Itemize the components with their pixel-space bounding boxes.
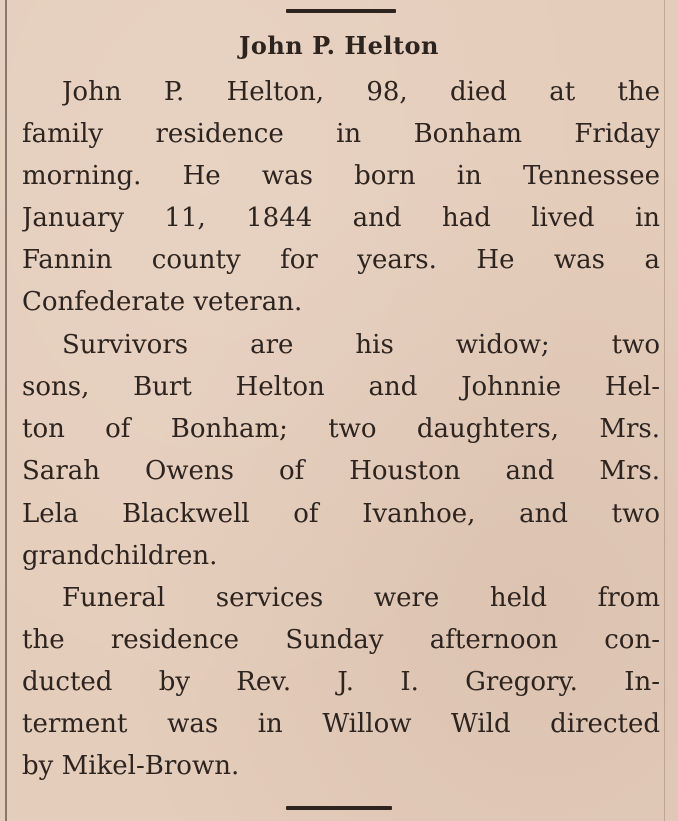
paragraph-2-line-1: Survivors are his widow; two [62,330,660,360]
paragraph-1-line-1: John P. Helton, 98, died at the [62,77,660,107]
paragraph-3-line-3: ducted by Rev. J. I. Gregory. In- [22,667,660,697]
paragraph-1-line-2: family residence in Bonham Friday [22,119,660,149]
paragraph-1-line-6: Confederate veteran. [22,287,303,317]
paragraph-2-line-5: Lela Blackwell of Ivanhoe, and two [22,499,660,529]
paragraph-2-line-2: sons, Burt Helton and Johnnie Hel- [22,372,660,402]
bottom-separator-rule [286,806,392,810]
paragraph-2-line-6: grandchildren. [22,541,218,571]
paragraph-1-line-3: morning. He was born in Tennessee [22,161,660,191]
obituary-headline: John P. Helton [238,31,439,60]
column-rule-right [664,0,665,821]
paragraph-3-line-2: the residence Sunday afternoon con- [22,625,660,655]
paragraph-1-line-4: January 11, 1844 and had lived in [22,203,660,233]
top-separator-rule [286,9,396,13]
paragraph-2-line-3: ton of Bonham; two daughters, Mrs. [22,414,660,444]
paragraph-1-line-5: Fannin county for years. He was a [22,245,660,275]
paragraph-3-line-5: by Mikel-Brown. [22,751,240,781]
paragraph-2-line-4: Sarah Owens of Houston and Mrs. [22,456,660,486]
paragraph-3-line-4: terment was in Willow Wild directed [22,709,660,739]
paragraph-3-line-1: Funeral services were held from [62,583,660,613]
column-rule-left [5,0,7,821]
